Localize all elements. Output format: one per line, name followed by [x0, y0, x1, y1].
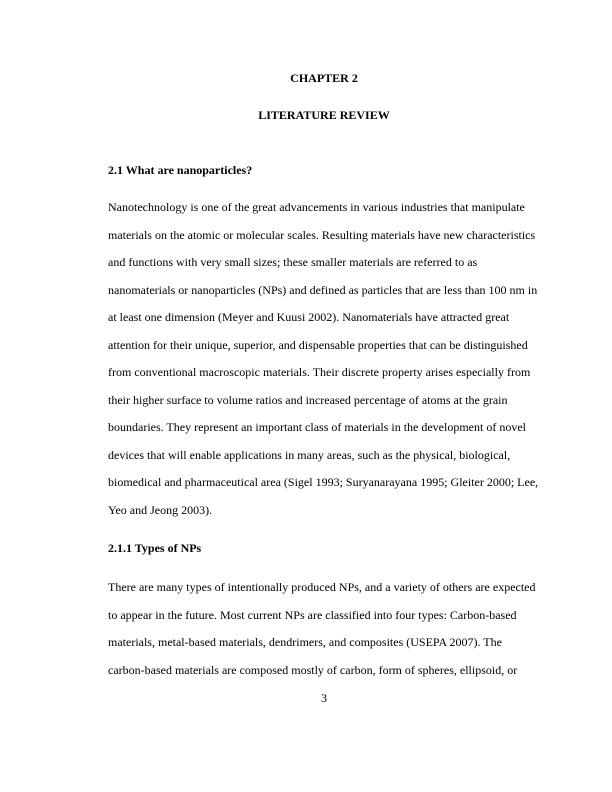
- paragraph-types-of-nps: [108, 574, 540, 684]
- section-heading-2-1-1: 2.1.1 Types of NPs: [108, 541, 202, 555]
- paragraph-line: devices that will enable applications in many areas, such as the physical, biological,: [108, 447, 511, 462]
- paragraph-nanoparticles: [108, 194, 540, 524]
- paragraph-line: to appear in the future. Most current NPs are classified into four types: Carbon-based: [108, 607, 517, 622]
- paragraph-line: materials, metal-based materials, dendrimers, and composites (USEPA 2007). The: [108, 635, 502, 649]
- paragraph-line: Nanotechnology is one of the great advancements in various industries that manipulate: [108, 200, 525, 214]
- paragraph-line: their higher surface to volume ratios and increased percentage of atoms at the grain: [108, 392, 508, 407]
- page-number: 3: [321, 691, 327, 705]
- paragraph-line: attention for their unique, superior, and dispensable properties that can be distinguished: [108, 337, 528, 352]
- paragraph-line: and functions with very small sizes; these smaller materials are referred to as: [108, 255, 478, 269]
- paragraph-line: biomedical and pharmaceutical area (Sigel 1993; Suryanarayana 1995; Gleiter 2000; Lee,: [108, 475, 539, 489]
- paragraph-line: at least one dimension (Meyer and Kuusi 2002). Nanomaterials have attracted great: [108, 310, 510, 324]
- paragraph-line: materials on the atomic or molecular scales. Resulting materials have new characteristics: [108, 227, 536, 242]
- paragraph-line: There are many types of intentionally produced NPs, and a variety of others are expected: [108, 580, 536, 594]
- chapter-number-heading: CHAPTER 2: [290, 71, 358, 85]
- paragraph-line: nanomaterials or nanoparticles (NPs) and defined as particles that are less than 100 nm in: [108, 282, 538, 297]
- paragraph-line: boundaries. They represent an important class of materials in the development of novel: [108, 420, 526, 434]
- chapter-title-heading: LITERATURE REVIEW: [258, 108, 390, 122]
- paragraph-line: carbon-based materials are composed mostly of carbon, form of spheres, ellipsoid, or: [108, 662, 518, 677]
- paragraph-line: from conventional macroscopic materials. Their discrete property arises especially from: [108, 365, 531, 379]
- paragraph-line: Yeo and Jeong 2003).: [108, 502, 213, 517]
- section-heading-2-1: 2.1 What are nanoparticles?: [108, 163, 253, 177]
